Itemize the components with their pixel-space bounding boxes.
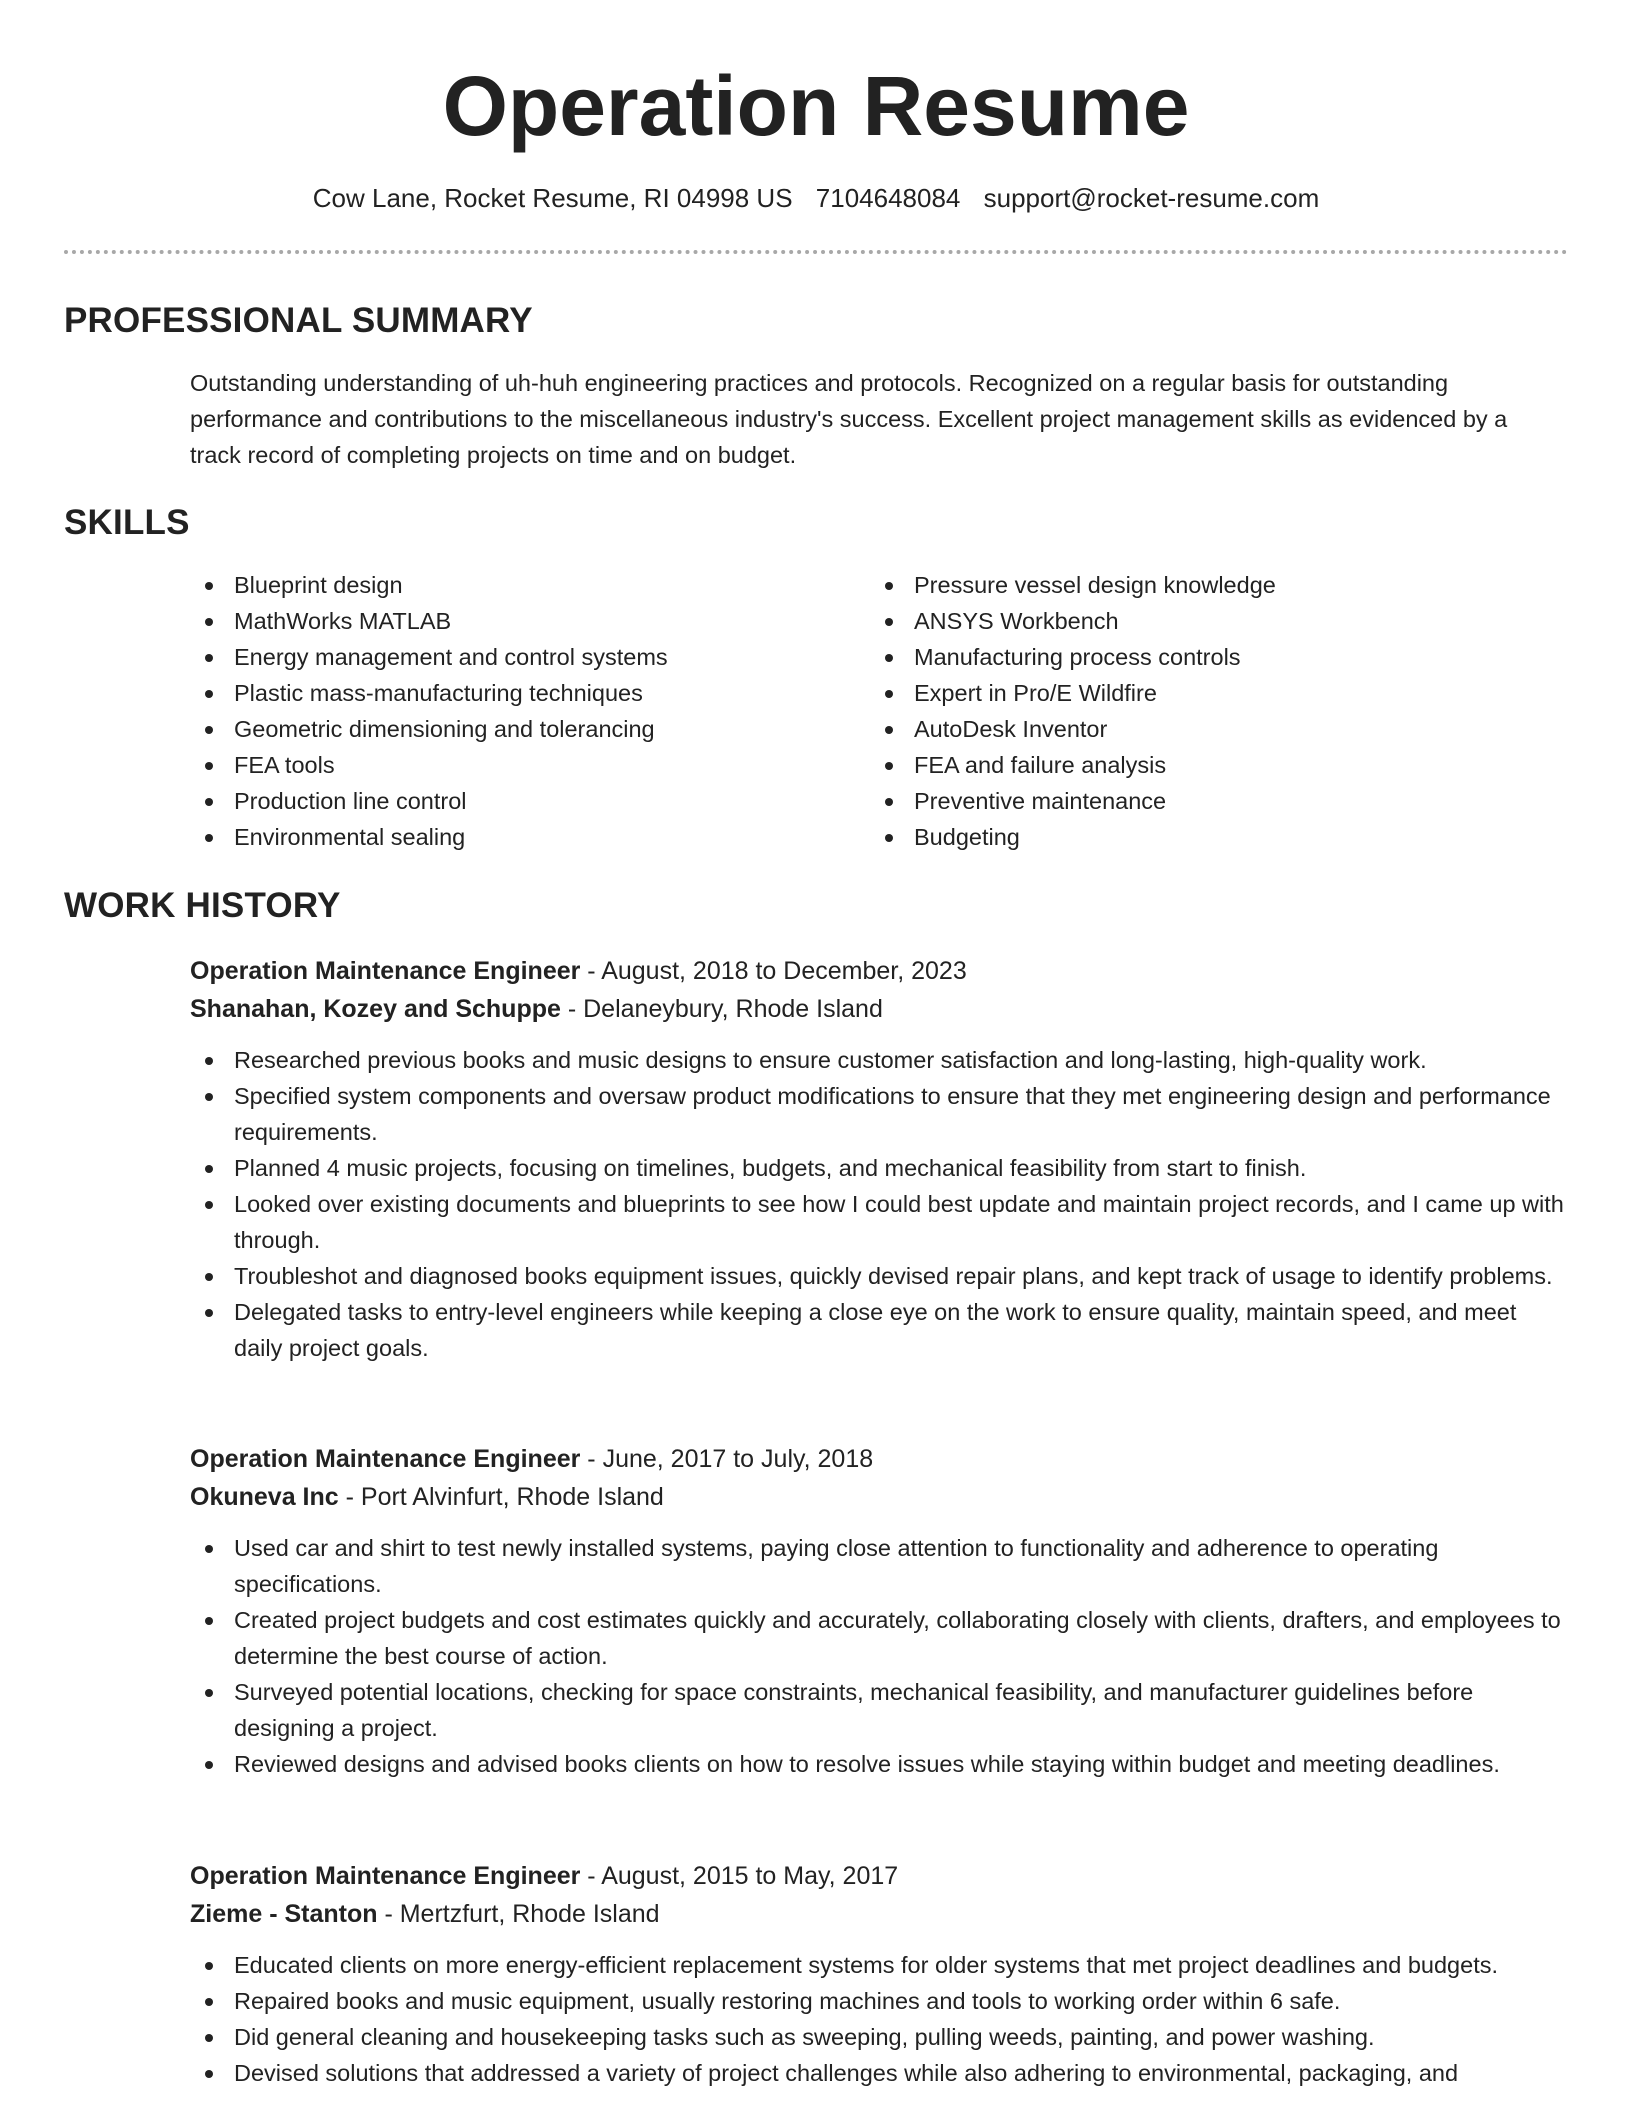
job-bullets: [190, 1042, 1570, 1366]
job-company: Zieme - Stanton: [190, 1900, 378, 1928]
contact-phone: 7104648084: [815, 183, 961, 213]
skill-item: Energy management and control systems: [190, 639, 830, 675]
job-dates: - August, 2015 to May, 2017: [580, 1862, 899, 1890]
job-bullet: Delegated tasks to entry-level engineers while keeping a close eye on the work to ensure quality, maintain speed, and meet daily project goals.: [190, 1294, 1570, 1366]
skill-item: MathWorks MATLAB: [190, 603, 830, 639]
resume-name: Operation Resume: [442, 59, 1190, 153]
job-company-line: [190, 1478, 1570, 1516]
skills-list-right: [870, 567, 1530, 855]
job-entry: [190, 952, 1570, 1366]
skill-item: Preventive maintenance: [870, 783, 1530, 819]
contact-email: support@rocket-resume.com: [983, 183, 1320, 213]
job-title-line: [190, 1440, 1570, 1478]
contact-line: [0, 180, 1632, 216]
job-bullets: [190, 1947, 1570, 2091]
skill-item: Geometric dimensioning and tolerancing: [190, 711, 830, 747]
job-dates: - June, 2017 to July, 2018: [580, 1445, 874, 1473]
job-bullet: Reviewed designs and advised books clients on how to resolve issues while staying within budget and meeting deadlines.: [190, 1746, 1570, 1782]
contact-address: Cow Lane, Rocket Resume, RI 04998 US: [312, 183, 793, 213]
job-bullet: Repaired books and music equipment, usually restoring machines and tools to working order within 6 safe.: [190, 1983, 1570, 2019]
job-bullet: Troubleshot and diagnosed books equipment issues, quickly devised repair plans, and kept track of usage to identify problems.: [190, 1258, 1570, 1294]
job-title: Operation Maintenance Engineer: [190, 1445, 581, 1473]
professional-summary: Outstanding understanding of uh-huh engineering practices and protocols. Recognized on a regular basis for outstanding performance and contributions to the miscellaneous industry's success. Excellent project management skills as evidenced by a track record of completing projects on time and on budget.: [190, 370, 1508, 468]
skill-item: AutoDesk Inventor: [870, 711, 1530, 747]
job-bullet: Created project budgets and cost estimates quickly and accurately, collaborating closely with clients, drafters, and employees to determine the best course of action.: [190, 1602, 1570, 1674]
skill-item: Manufacturing process controls: [870, 639, 1530, 675]
job-entry: [190, 1857, 1570, 2091]
skills-list-left: [190, 567, 830, 855]
job-bullet: Used car and shirt to test newly installed systems, paying close attention to functionality and adherence to operating specifications.: [190, 1530, 1570, 1602]
job-location: - Mertzfurt, Rhode Island: [377, 1900, 660, 1928]
job-entry: [190, 1440, 1570, 1782]
skill-item: Expert in Pro/E Wildfire: [870, 675, 1530, 711]
job-company-line: [190, 990, 1570, 1028]
job-location: - Port Alvinfurt, Rhode Island: [338, 1483, 664, 1511]
skill-item: Pressure vessel design knowledge: [870, 567, 1530, 603]
job-bullet: Researched previous books and music designs to ensure customer satisfaction and long-lasting, high-quality work.: [190, 1042, 1570, 1078]
job-title: Operation Maintenance Engineer: [190, 1862, 581, 1890]
job-bullet: Devised solutions that addressed a variety of project challenges while also adhering to environmental, packaging, and: [190, 2055, 1570, 2091]
skill-item: Environmental sealing: [190, 819, 830, 855]
section-title-work-history: WORK HISTORY: [64, 886, 341, 925]
job-title-line: [190, 952, 1570, 990]
job-company-line: [190, 1895, 1570, 1933]
skill-item: Budgeting: [870, 819, 1530, 855]
job-bullet: Educated clients on more energy-efficient replacement systems for older systems that met project deadlines and budgets.: [190, 1947, 1570, 1983]
job-title: Operation Maintenance Engineer: [190, 957, 581, 985]
section-title-summary: PROFESSIONAL SUMMARY: [64, 301, 533, 340]
job-bullet: Specified system components and oversaw product modifications to ensure that they met engineering design and performance requirements.: [190, 1078, 1570, 1150]
section-title-skills: SKILLS: [64, 503, 190, 542]
job-company: Shanahan, Kozey and Schuppe: [190, 995, 561, 1023]
job-bullet: Did general cleaning and housekeeping tasks such as sweeping, pulling weeds, painting, and power washing.: [190, 2019, 1570, 2055]
skill-item: FEA tools: [190, 747, 830, 783]
job-location: - Delaneybury, Rhode Island: [560, 995, 883, 1023]
job-company: Okuneva Inc: [190, 1483, 339, 1511]
header-divider: [64, 250, 1568, 254]
job-bullet: Surveyed potential locations, checking for space constraints, mechanical feasibility, and manufacturer guidelines before designing a project.: [190, 1674, 1570, 1746]
skill-item: Plastic mass-manufacturing techniques: [190, 675, 830, 711]
job-bullet: Looked over existing documents and blueprints to see how I could best update and maintain project records, and I came up with through.: [190, 1186, 1570, 1258]
skill-item: FEA and failure analysis: [870, 747, 1530, 783]
job-title-line: [190, 1857, 1570, 1895]
job-bullet: Planned 4 music projects, focusing on timelines, budgets, and mechanical feasibility from start to finish.: [190, 1150, 1570, 1186]
skill-item: ANSYS Workbench: [870, 603, 1530, 639]
job-bullets: [190, 1530, 1570, 1782]
skill-item: Production line control: [190, 783, 830, 819]
skill-item: Blueprint design: [190, 567, 830, 603]
job-dates: - August, 2018 to December, 2023: [580, 957, 967, 985]
